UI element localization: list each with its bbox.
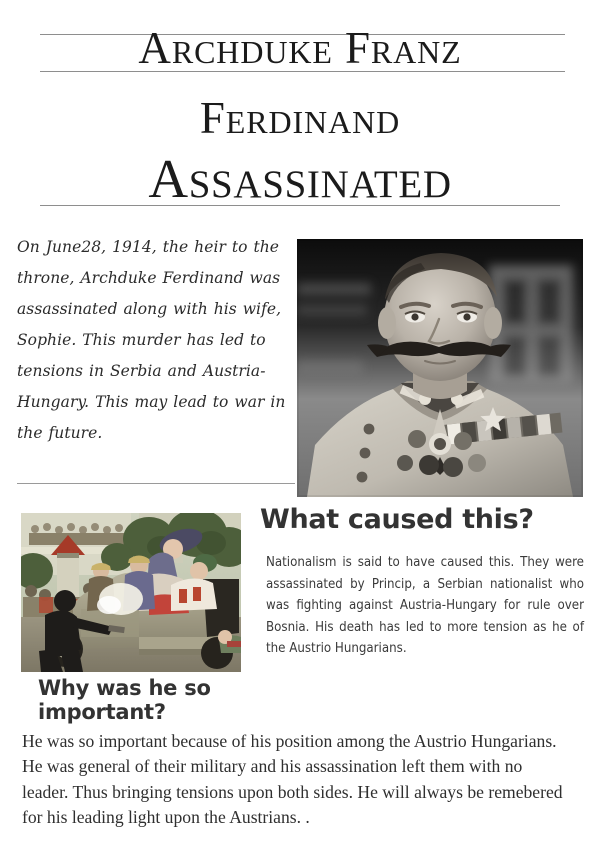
page-title-line-1: Archduke Franz bbox=[138, 23, 462, 73]
lead-paragraph: On June28, 1914, the heir to the throne, Archduke Ferdinand was assassinated along with his wife, Sophie. This murder has led to tensions in Serbia and Austria-Hungary. This may lead to war in the future. bbox=[17, 238, 286, 442]
portrait-photo bbox=[297, 239, 583, 497]
section-heading-what-caused-this: What caused this? bbox=[260, 504, 534, 535]
page-title-line-2: Ferdinand bbox=[199, 93, 401, 143]
section-heading-why-was-he-so-important: Why was he so important? bbox=[38, 676, 211, 724]
lead-paragraph-block bbox=[17, 232, 295, 449]
page-title-line-3: Assassinated bbox=[148, 148, 452, 209]
section-body-what-caused-this: Nationalism is said to have caused this. They were assassinated by Princip, a Serbian nationalist who was fighting against Austria-Hungary for rule over Bosnia. His death has led to more tension as he of the Austrio Hungarians. bbox=[266, 555, 584, 656]
section-body-why-was-he-so-important: He was so important because of his position among the Austrio Hungarians. He was general of their military and his assassination left them with no leader. Thus bringing tensions upon both sides. He will always be remebered for his leading light upon the Austrians. . bbox=[22, 731, 563, 828]
lead-underline-rule bbox=[17, 483, 295, 484]
assassination-illustration bbox=[21, 513, 241, 672]
masthead bbox=[0, 0, 600, 215]
